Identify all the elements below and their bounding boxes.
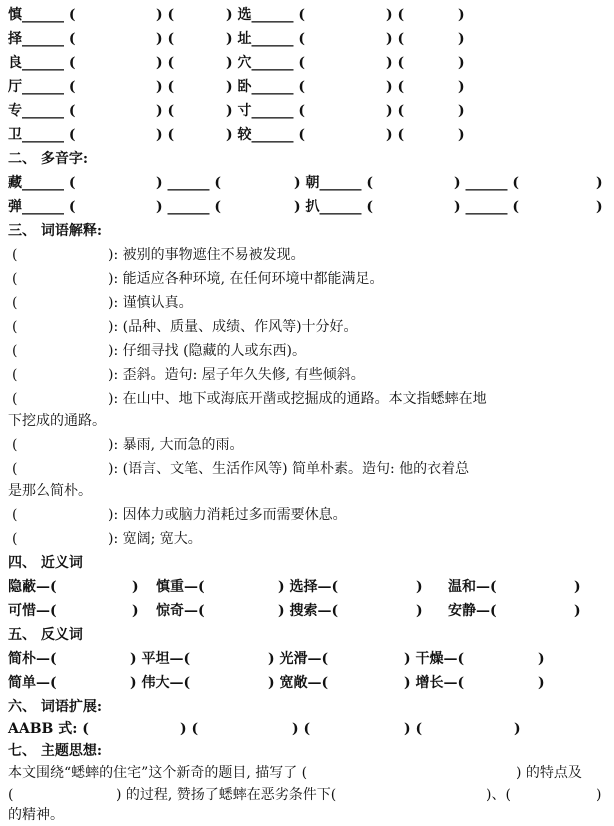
cell: ) (514, 721, 521, 737)
cell: ) ( (292, 721, 311, 737)
cell: ) (416, 603, 423, 619)
section-title: 四、 近义词 (8, 555, 83, 571)
definition-text: ): 暴雨, 大而急的雨。 (108, 437, 244, 453)
paren: ( (12, 271, 18, 287)
definition-text: ): 因体力或脑力消耗过多而需要休息。 (108, 507, 347, 523)
cell: ) 平坦—( (130, 651, 191, 667)
cell: ) ( (386, 7, 405, 23)
cell: ) 伟大—( (130, 675, 191, 691)
cell: ) (458, 127, 465, 143)
paren: ( (12, 343, 18, 359)
definition-text: ): 被别的事物遮住不易被发现。 (108, 247, 305, 263)
definition-continuation: 下挖成的通路。 (8, 413, 106, 429)
cell: 简朴—( (8, 651, 57, 667)
cell: ) 扒______ ( (294, 199, 373, 215)
cell: 安静—( (448, 603, 497, 619)
cell: ) 较______ ( (226, 127, 305, 143)
theme-text: )、( (486, 787, 511, 803)
cell: ) ( (156, 55, 175, 71)
section-title: 五、 反义词 (8, 627, 83, 643)
cell: 卫______ ( (8, 127, 76, 143)
definition-text: ): 谨慎认真。 (108, 295, 193, 311)
paren: ( (12, 437, 18, 453)
cell: ) (538, 651, 545, 667)
definition-text: ): 歪斜。造句: 屋子年久失修, 有些倾斜。 (108, 367, 365, 383)
cell: ) ( (180, 721, 199, 737)
definition-text: ): 能适应各种环境, 在任何环境中都能满足。 (108, 271, 384, 287)
paren: ( (12, 391, 18, 407)
cell: ) ______ ( (156, 199, 221, 215)
cell: 慎重—( (156, 579, 205, 595)
cell: ) 穴______ ( (226, 55, 305, 71)
cell: ) (596, 175, 603, 191)
cell: ) 寸______ ( (226, 103, 305, 119)
cell: 简单—( (8, 675, 57, 691)
cell: 良______ ( (8, 55, 76, 71)
cell: ) (458, 79, 465, 95)
cell: ) (574, 579, 581, 595)
section-title: 二、 多音字: (8, 151, 89, 167)
cell: ) 光滑—( (268, 651, 329, 667)
cell: ) 搜索—( (278, 603, 339, 619)
cell: 惊奇—( (156, 603, 205, 619)
cell: ) ______ ( (156, 175, 221, 191)
definition-text: ): 宽阔; 宽大。 (108, 531, 202, 547)
paren: ( (12, 247, 18, 263)
theme-text: ) (596, 787, 602, 803)
cell: ) 朝______ ( (294, 175, 373, 191)
cell: 厅______ ( (8, 79, 76, 95)
cell: ) ( (386, 127, 405, 143)
cell: ) ( (156, 79, 175, 95)
cell: ) 增长—( (404, 675, 465, 691)
definition-text: ): (语言、文笔、生活作风等) 简单朴素。造句: 他的衣着总 (108, 461, 470, 477)
cell: 藏______ ( (8, 175, 76, 191)
cell: ) (132, 603, 139, 619)
cell: 可惜—( (8, 603, 57, 619)
cell: ) 卧______ ( (226, 79, 305, 95)
cell: 专______ ( (8, 103, 76, 119)
cell: ) (458, 55, 465, 71)
paren: ( (12, 319, 18, 335)
cell: ) 宽敞—( (268, 675, 329, 691)
cell: ) (458, 7, 465, 23)
cell: ) ( (156, 127, 175, 143)
cell: ) 干燥—( (404, 651, 465, 667)
paren: ( (12, 295, 18, 311)
cell: ) 选______ ( (226, 7, 305, 23)
cell: 慎______ ( (8, 7, 76, 23)
definition-continuation: 是那么简朴。 (8, 483, 92, 499)
cell: ) (574, 603, 581, 619)
cell: 弹______ ( (8, 199, 76, 215)
cell: ) ( (386, 55, 405, 71)
cell: ) (132, 579, 139, 595)
definition-text: ): 在山中、地下或海底开凿或挖掘成的通路。本文指蟋蟀在地 (108, 391, 487, 407)
paren: ( (12, 507, 18, 523)
cell: ) 选择—( (278, 579, 339, 595)
theme-text: ) 的特点及 (516, 765, 582, 781)
cell: AABB 式: ( (8, 721, 89, 737)
theme-text: 本文围绕“蟋蟀的住宅”这个新奇的题目, 描写了 ( (8, 765, 308, 781)
paren: ( (12, 367, 18, 383)
cell: ) (458, 103, 465, 119)
cell: ) ( (156, 103, 175, 119)
theme-text: ) 的过程, 赞扬了蟋蟀在恶劣条件下( (116, 787, 337, 803)
section-title: 七、 主题思想: (8, 743, 103, 759)
definition-text: ): (品种、质量、成绩、作风等)十分好。 (108, 319, 358, 335)
cell: ) ( (404, 721, 423, 737)
cell: 隐蔽—( (8, 579, 57, 595)
cell: ) ______ ( (454, 199, 519, 215)
cell: ) (416, 579, 423, 595)
cell: 温和—( (448, 579, 497, 595)
paren: ( (12, 531, 18, 547)
section-title: 三、 词语解释: (8, 223, 103, 239)
theme-line-3: 的精神。 (8, 807, 64, 823)
cell: ) ( (156, 7, 175, 23)
cell: ) 址______ ( (226, 31, 305, 47)
definition-text: ): 仔细寻找 (隐藏的人或东西)。 (108, 343, 307, 359)
cell: ) (596, 199, 603, 215)
cell: ) ( (156, 31, 175, 47)
section-title: 六、 词语扩展: (8, 699, 103, 715)
cell: ) ______ ( (454, 175, 519, 191)
cell: ) (538, 675, 545, 691)
cell: ) (458, 31, 465, 47)
paren: ( (12, 461, 18, 477)
cell: 择______ ( (8, 31, 76, 47)
cell: ) ( (386, 31, 405, 47)
theme-text: ( (8, 787, 14, 803)
cell: ) ( (386, 103, 405, 119)
cell: ) ( (386, 79, 405, 95)
